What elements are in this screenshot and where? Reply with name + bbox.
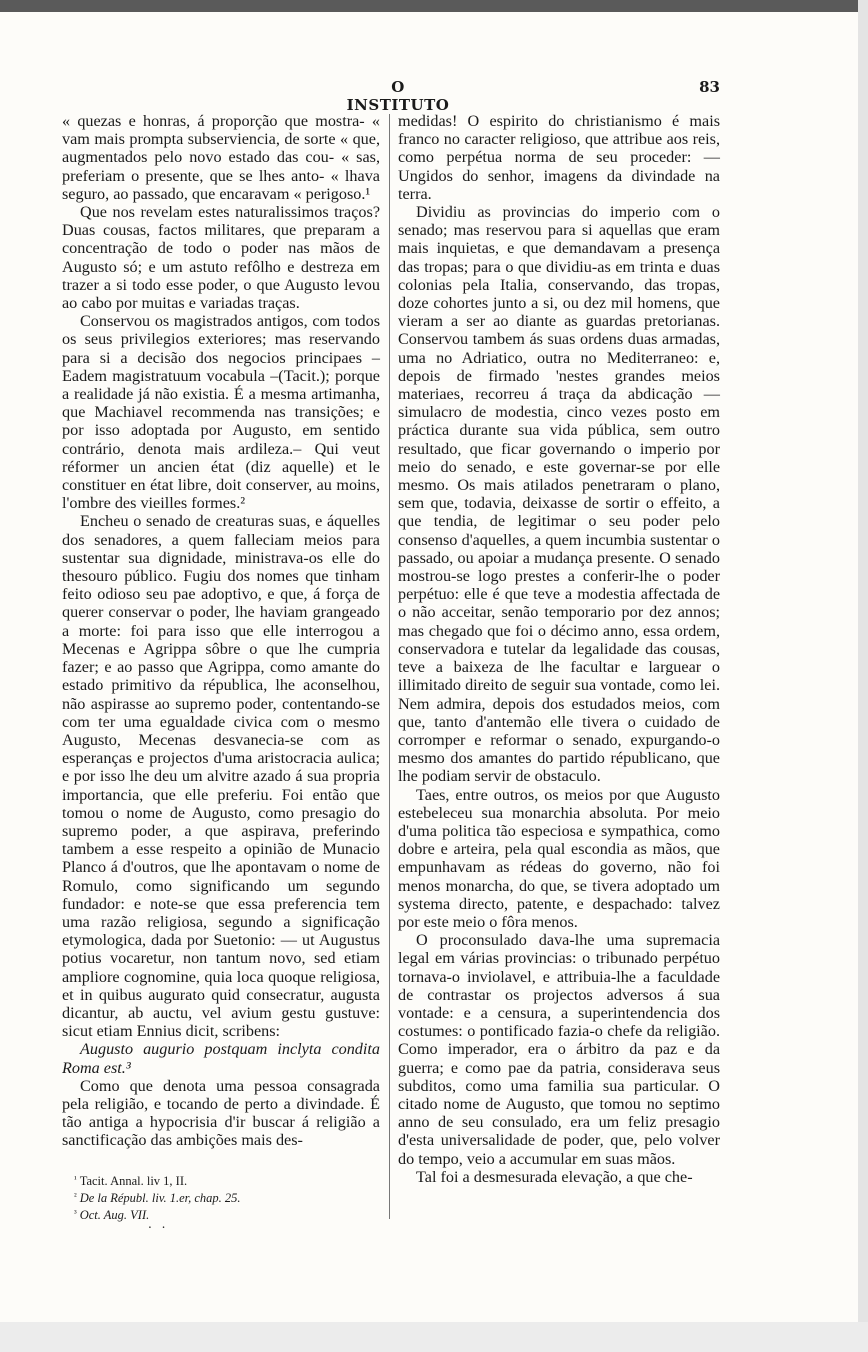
paragraph: Como que denota uma pessoa consagrada pela religião, e tocando de perto a divindade. É tão antiga a hypocrisia d'ir buscar á religião a sanctificação das ambições mais des- <box>62 1076 380 1150</box>
left-column <box>62 112 380 1150</box>
right-column <box>398 112 720 1186</box>
footnote-mark: ³ <box>74 1207 77 1218</box>
paragraph: O proconsulado dava-lhe uma supremacia legal em várias provincias: o tribunado perpétuo tornava-o inviolavel, e attribuia-lhe a faculdade de contrastar os projectos adversos á sua vontade: e a censura, a superintendencia dos costumes: o pontificado fazia-o chefe da religião. Como imperador, era o árbitro da paz e da guerra; e como pae da patria, considerava seus subditos, como uma familia sua particular. O citado nome de Augusto, que tomou no septimo anno de seu consulado, era um feliz presagio d'esta universalidade de poder, que, pelo volver do tempo, veio a accumular em suas mãos. <box>398 931 720 1168</box>
footnote-text: De la Républ. liv. 1.er, chap. 25. <box>79 1190 241 1205</box>
paragraph: Taes, entre outros, os meios por que Augusto estebeleceu sua monarchia absoluta. Por meio d'uma politica tão especiosa e sympathica, como dobre e arteira, pela qual escondia as mãos, que empunhavam as rédeas do governo, não foi menos monarcha, do que, se tivera adoptado um systema directo, patente, e despachado: talvez por este meio o fôra menos. <box>398 785 720 931</box>
footnotes <box>62 1172 380 1222</box>
footnote <box>62 1172 380 1189</box>
column-divider <box>389 114 390 1219</box>
footnote-text: Oct. Aug. VII. <box>79 1207 150 1222</box>
footnote-mark: ² <box>74 1190 77 1201</box>
quotation: Augusto augurio postquam inclyta condita Roma est.³ <box>62 1040 380 1077</box>
scan-bottom-shade <box>0 1322 868 1352</box>
paragraph: Tal foi a desmesurada elevação, a que che- <box>416 1167 693 1186</box>
scan-right-border <box>858 0 868 1352</box>
paragraph: Que nos revelam estes naturalissimos traços? Duas cousas, factos militares, que preparam a concentração de todo o poder nas mãos de Augusto só; e um astuto refôlho e destreza em trazer a si todo esse poder, o que Augusto levou ao cabo por muitas e variadas traças. <box>62 203 380 313</box>
page-number: 83 <box>699 78 720 96</box>
paragraph: Conservou os magistrados antigos, com todos os seus privilegios exteriores; mas reservando para si a decisão dos negocios principaes – Eadem magistratuum vocabula –(Tacit.); porque a realidade já não existia. É a mesma artimanha, que Machiavel recommenda nas transições; e por isso adoptada por Augusto, em sentido contrário, denota mais ardileza.– Qui veut réformer un ancien état (diz aquelle) et le constituer en état libre, doit conserver, au moins, l'ombre des vieilles formes.² <box>62 312 380 513</box>
paragraph: Dividiu as provincias do imperio com o senado; mas reservou para si aquellas que eram mais inquietas, e que demandavam a presença das tropas; para o que dividiu-as em trinta e duas colonias pela Italia, conservando, das tropas, doze cohortes junto a si, ou dez mil homens, que vieram a ser ao diante as guardas pretorianas. Conservou tambem ás suas ordens duas armadas, uma no Adriatico, outra no Mediterraneo: e, depois de firmado 'nestes grandes meios materiaes, recorreu á traça da abdicação — simulacro de modestia, cinco vezes posto em práctica durante sua vida pública, sem outro resultado, que ficar governando o imperio por meio do senado, e este governar-se por elle mesmo. Os mais atilados penetraram o plano, sem que, todavia, deixasse de sortir o effeito, a que tendia, de legitimar o seu poder pelo consenso d'aquelles, a quem incumbia sustentar o passado, ou apoiar a mudança presente. O senado mostrou-se logo prestes a conferir-lhe o poder perpétuo: elle é que teve a modestia affectada de o não acceitar, senão temporario por dez annos; mas chegado que foi o décimo anno, essa ordem, conservadora e tutelar da legalidade das cousas, teve a baixeza de lhe facultar e larguear o illimitado direito de seguir sua vontade, como lei. Nem admira, depois dos estudados meios, com que, tanto d'antemão elle tivera o cuidado de corromper e reformar o senado, expurgando-o mesmo dos amantes do partido républicano, que lhe podiam servir de obstaculo. <box>398 203 720 786</box>
paragraph: Encheu o senado de creaturas suas, e áquelles dos senadores, a quem falleciam meios para sustentar sua dignidade, ministrava-os elle do thesouro público. Fugiu dos nomes que tinham feito odioso seu pae adoptivo, e que, á força de querer conservar o poder, lhe haviam grangeado a morte: foi para isso que elle interrogou a Mecenas e Agrippa sôbre o que lhe cumpria fazer; e ao passo que Agrippa, como amante do estado primitivo da républica, lhe aconselhou, não aspirasse ao supremo poder, contentando-se com ter uma egualdade civica com o mesmo Augusto, Mecenas desvanecia-se com as esperanças e projectos d'uma aristocracia aulica; e por isso lhe deu um alvitre azado á sua propria importancia, que elle preferiu. Foi então que tomou o nome de Augusto, como presagio do supremo poder, a que aspirava, preferindo tambem a esse respeito a opinião de Munacio Planco á d'outros, que lhe apontavam o nome de Romulo, como significando um segundo fundador: e note-se que essa preferencia tem uma razão religiosa, segundo a significação etymologica, dada por Suetonio: — ut Augustus potius vocaretur, non tantum novo, sed etiam ampliore cognomine, quia loca quoque religiosa, et in quibus augurato quid consecratur, augusta dicantur, ab auctu, vel avium gestu gustuve: sicut etiam Ennius dicit, scribens: <box>62 512 380 1041</box>
footnote-mark: ¹ <box>74 1174 77 1184</box>
footnote <box>62 1206 380 1223</box>
running-header-title: O INSTITUTO <box>346 78 450 114</box>
footnote-text: Tacit. Annal. liv 1, II. <box>79 1174 188 1188</box>
footnote <box>62 1189 380 1206</box>
paragraph: « quezas e honras, á proporção que mostra- « vam mais prompta subserviencia, de sorte « que, augmentados pelo novo estado das cou- « sas, preferiam o presente, que se lhes anto- « lhava seguro, ao passado, que encaravam « perigoso.¹ <box>62 112 380 203</box>
scan-top-border <box>0 0 868 12</box>
signature-mark: . . <box>148 1217 169 1231</box>
paragraph: medidas! O espirito do christianismo é mais franco no caracter religioso, que attribue aos reis, como perpétua norma de seu proceder: — Ungidos do senhor, imagens da divindade na terra. <box>398 112 720 203</box>
